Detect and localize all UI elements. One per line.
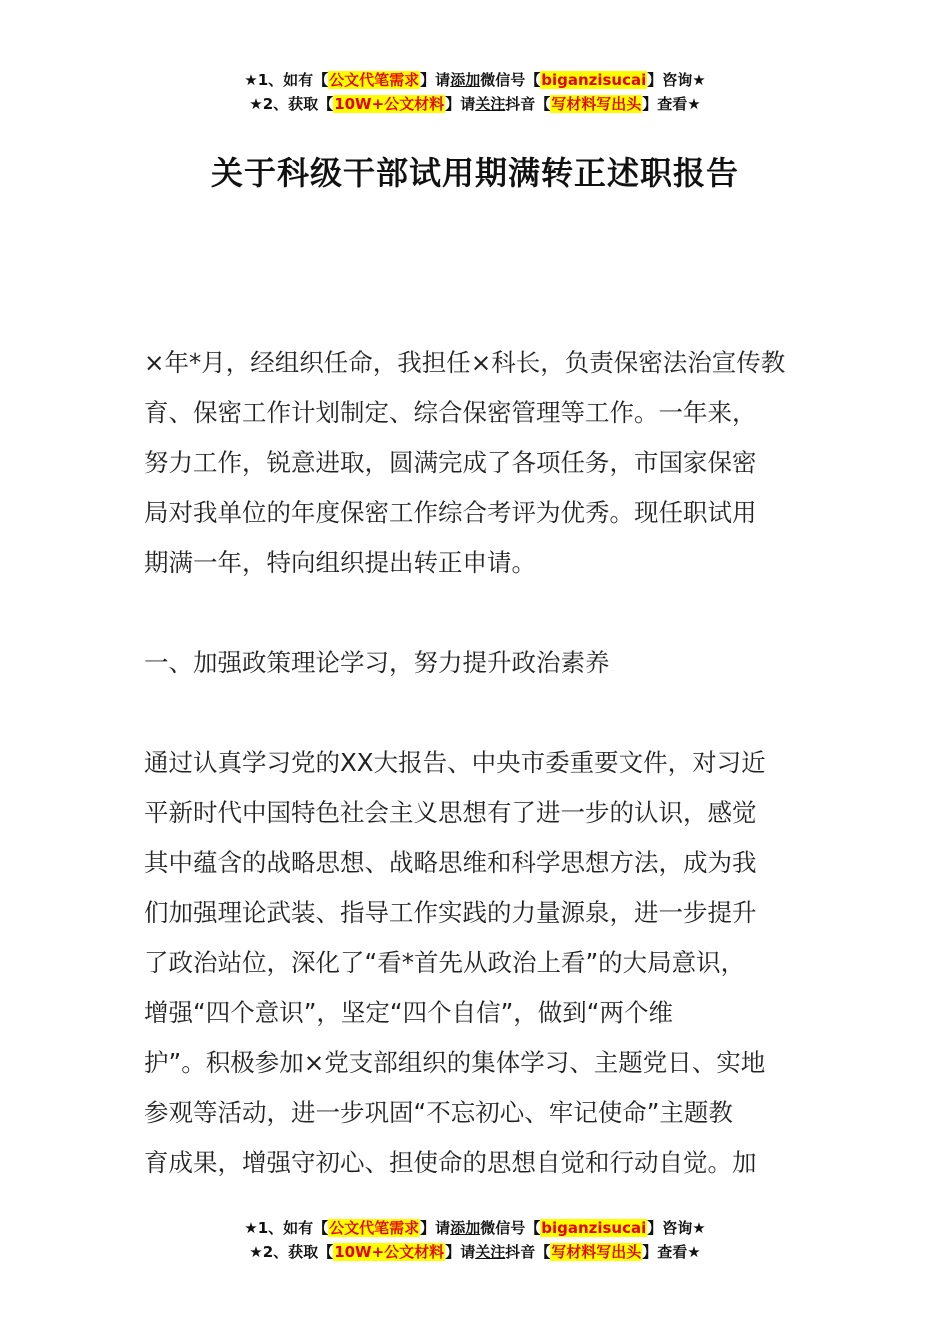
highlight-materials: 10W+公文材料 — [334, 95, 445, 113]
banner-text: 】咨询★ — [647, 1219, 706, 1237]
text-line: 了政治站位，深化了“看*首先从政治上看”的大局意识， — [144, 948, 746, 977]
text-line: 努力工作，锐意进取，圆满完成了各项任务，市国家保密 — [144, 448, 757, 477]
paragraph-study — [144, 738, 808, 1188]
banner-text: ★1、如有【 — [244, 1219, 329, 1237]
banner-emphasis: 关注 — [475, 95, 506, 113]
text-line: 们加强理论武装、指导工作实践的力量源泉，进一步提升 — [144, 898, 757, 927]
banner-emphasis: 添加 — [450, 71, 481, 89]
banner-text: ★1、如有【 — [244, 71, 329, 89]
text-line: 通过认真学习党的XX大报告、中央市委重要文件，对习近 — [144, 748, 766, 777]
text-line: 育、保密工作计划制定、综合保密管理等工作。一年来， — [144, 398, 757, 427]
banner-text: ★2、获取【 — [249, 1243, 334, 1261]
banner-text: ★2、获取【 — [249, 95, 334, 113]
banner-text: 抖音【 — [505, 95, 551, 113]
banner-text: 】请 — [420, 1219, 451, 1237]
text-line: 参观等活动，进一步巩固“不忘初心、牢记使命”主题教 — [144, 1098, 733, 1127]
banner-line-1 — [0, 68, 950, 92]
banner-line-2 — [0, 92, 950, 116]
text-line: 局对我单位的年度保密工作综合考评为优秀。现任职试用 — [144, 498, 757, 527]
banner-line-1 — [0, 1216, 950, 1240]
highlight-service: 公文代笔需求 — [329, 1219, 420, 1237]
banner-text: 】请 — [445, 1243, 476, 1261]
footer-banner — [0, 1216, 950, 1264]
banner-text: 】请 — [445, 95, 476, 113]
banner-emphasis: 添加 — [450, 1219, 481, 1237]
highlight-service: 公文代笔需求 — [329, 71, 420, 89]
banner-emphasis: 关注 — [475, 1243, 506, 1261]
header-banner — [0, 68, 950, 116]
banner-text: 】咨询★ — [647, 71, 706, 89]
paragraph-spacer — [144, 588, 808, 638]
paragraph-spacer — [144, 688, 808, 738]
document-body — [144, 338, 808, 1188]
text-line: 育成果，增强守初心、担使命的思想自觉和行动自觉。加 — [144, 1148, 757, 1177]
highlight-wechat-id: biganzisucai — [541, 71, 647, 89]
banner-line-2 — [0, 1240, 950, 1264]
highlight-materials: 10W+公文材料 — [334, 1243, 445, 1261]
text-line: 护”。积极参加×党支部组织的集体学习、主题党日、实地 — [144, 1048, 766, 1077]
banner-text: 】查看★ — [642, 1243, 701, 1261]
banner-text: 】查看★ — [642, 95, 701, 113]
text-line: 期满一年，特向组织提出转正申请。 — [144, 548, 536, 577]
banner-text: 】请 — [420, 71, 451, 89]
banner-text: 微信号【 — [480, 1219, 541, 1237]
text-line: 增强“四个意识”，坚定“四个自信”，做到“两个维 — [144, 998, 673, 1027]
section-heading: 一、加强政策理论学习，努力提升政治素养 — [144, 648, 610, 677]
text-line: ×年*月，经组织任命，我担任×科长，负责保密法治宣传教 — [144, 348, 786, 377]
highlight-wechat-id: biganzisucai — [541, 1219, 647, 1237]
document-title: 关于科级干部试用期满转正述职报告 — [210, 154, 739, 192]
banner-text: 抖音【 — [505, 1243, 551, 1261]
paragraph-intro — [144, 338, 808, 588]
text-line: 平新时代中国特色社会主义思想有了进一步的认识，感觉 — [144, 798, 757, 827]
banner-text: 微信号【 — [480, 71, 541, 89]
highlight-douyin-id: 写材料写出头 — [551, 95, 642, 113]
highlight-douyin-id: 写材料写出头 — [551, 1243, 642, 1261]
text-line: 其中蕴含的战略思想、战略思维和科学思想方法，成为我 — [144, 848, 757, 877]
